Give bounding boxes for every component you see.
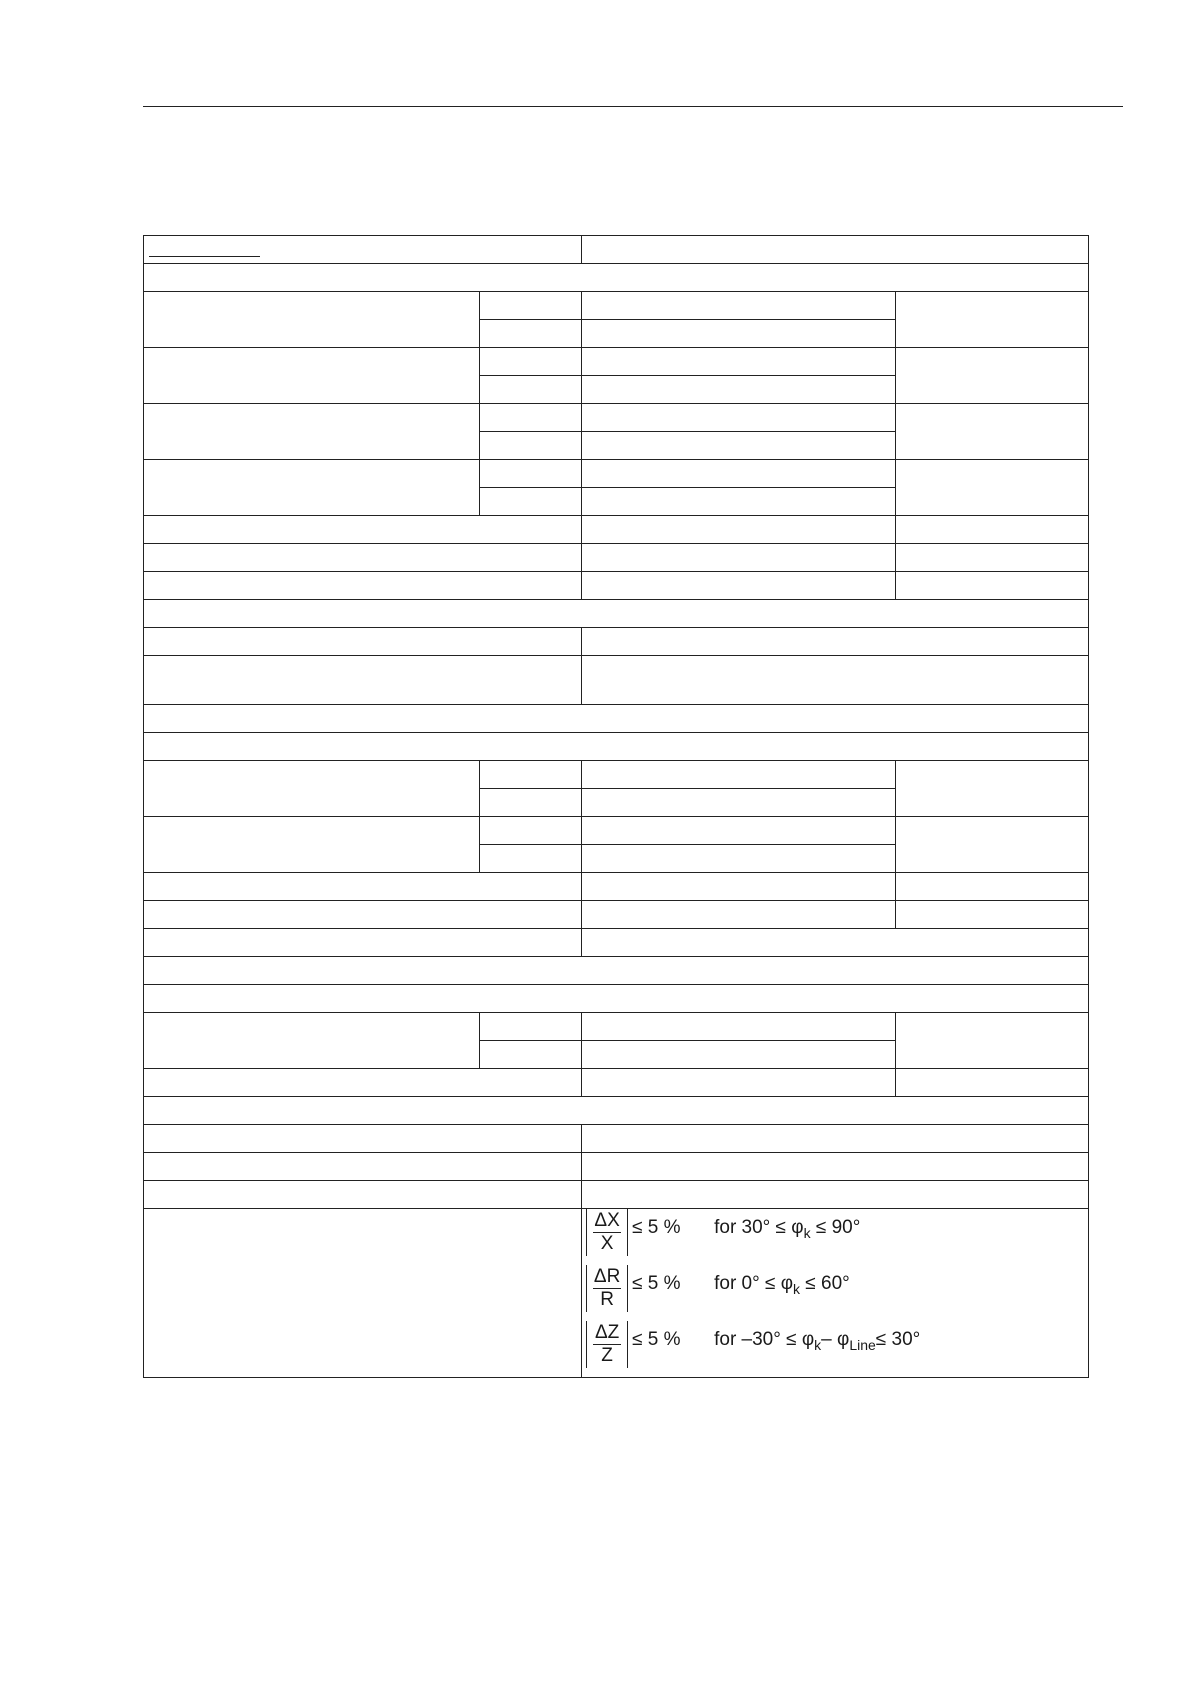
- table-row: [144, 628, 1089, 656]
- abs-fraction: [586, 1209, 628, 1256]
- section-row: [144, 985, 1089, 1013]
- section-row: [144, 957, 1089, 985]
- tolerance-bound: ≤ 5 %: [632, 1329, 681, 1350]
- table-row: [144, 656, 1089, 705]
- angle-range: for $30^\circ \le \varphi_k \le 90^\circ$: [714, 1217, 861, 1241]
- table-row: [144, 817, 1089, 845]
- table-row: [144, 1013, 1089, 1041]
- header-underline: [149, 256, 260, 257]
- table-row: [144, 1181, 1089, 1209]
- table-row: [144, 1125, 1089, 1153]
- table-row: [144, 516, 1089, 544]
- section-row: [144, 1097, 1089, 1125]
- tolerance-label-cell: [144, 1209, 582, 1378]
- tolerance-bound: ≤ 5 %: [632, 1273, 681, 1294]
- fraction-denominator: Z: [601, 1345, 613, 1366]
- table-row: [144, 873, 1089, 901]
- fraction-numerator: ΔZ: [594, 1322, 620, 1343]
- header-label-cell: [144, 236, 582, 264]
- tolerance-formula-z: [582, 1321, 1088, 1377]
- table-row: [144, 404, 1089, 432]
- table-header-row: [144, 236, 1089, 264]
- fraction-numerator: ΔR: [593, 1266, 621, 1287]
- section-row: [144, 264, 1089, 292]
- header-rule: [143, 106, 1123, 107]
- tolerance-row: [144, 1209, 1089, 1378]
- fraction-denominator: X: [600, 1233, 614, 1254]
- table-row: [144, 292, 1089, 320]
- tolerance-formula-x: [582, 1209, 1088, 1265]
- table-row: [144, 901, 1089, 929]
- angle-range: for $0^\circ \le \varphi_k \le 60^\circ$: [714, 1273, 850, 1297]
- tolerance-formula-r: [582, 1265, 1088, 1321]
- table-row: [144, 929, 1089, 957]
- spec-table: [143, 235, 1089, 1378]
- tolerance-formula-cell: [582, 1209, 1089, 1378]
- section-row: [144, 733, 1089, 761]
- table-row: [144, 1069, 1089, 1097]
- table-row: [144, 460, 1089, 488]
- angle-range: for $-30^\circ \le \varphi_k-$ $\varphi_{Line}\le 30^\circ$: [714, 1329, 921, 1353]
- abs-fraction: [586, 1265, 628, 1312]
- fraction-denominator: R: [600, 1289, 614, 1310]
- table-row: [144, 761, 1089, 789]
- header-value-cell: [582, 236, 1089, 264]
- table-row: [144, 1153, 1089, 1181]
- table-row: [144, 544, 1089, 572]
- section-row: [144, 705, 1089, 733]
- table-row: [144, 348, 1089, 376]
- abs-fraction: [586, 1321, 628, 1368]
- tolerance-bound: ≤ 5 %: [632, 1217, 681, 1238]
- fraction-numerator: ΔX: [594, 1210, 620, 1231]
- table-row: [144, 572, 1089, 600]
- section-row: [144, 600, 1089, 628]
